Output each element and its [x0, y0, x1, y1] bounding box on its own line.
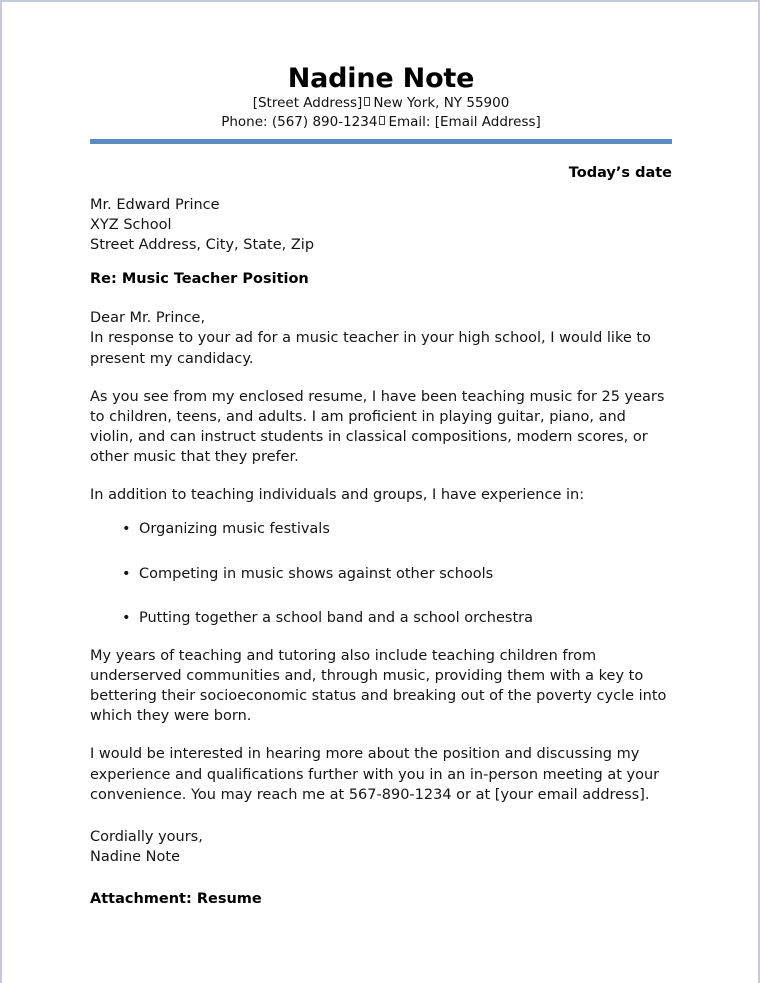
letterhead-contact-line [90, 113, 672, 132]
opening-paragraph: In response to your ad for a music teacher in your high school, I would like to present my candidacy. [90, 330, 651, 367]
letterhead-city-state-zip: New York, NY 55900 [373, 95, 510, 112]
letterhead-email: Email: [Email Address] [388, 114, 541, 131]
recipient-name: Mr. Edward Prince [90, 196, 220, 213]
body-paragraph-2: As you see from my enclosed resume, I have been teaching music for 25 years to children, teens, and adults. I am proficient in playing guitar, piano, and violin, and can instruct students in classical compositions, modern scores, or other music that they prefer. [90, 388, 665, 466]
subject-line: Re: Music Teacher Position [90, 270, 309, 287]
list-item-label: Competing in music shows against other schools [139, 565, 494, 582]
closing-signature-name: Nadine Note [90, 848, 181, 865]
closing-valediction: Cordially yours, [90, 828, 203, 845]
recipient-address-block [90, 195, 672, 255]
accent-rule-divider [90, 139, 672, 144]
attachment-note: Attachment: Resume [90, 891, 262, 908]
recipient-organization: XYZ School [90, 216, 172, 233]
separator-box-icon [379, 116, 385, 125]
experience-bullet-list [90, 519, 672, 628]
bullet-marker-icon: • [122, 565, 131, 582]
closing-block [90, 827, 672, 868]
letterhead-phone: Phone: (567) 890-1234 [221, 114, 378, 131]
list-item [90, 564, 672, 584]
letterhead-address-line [90, 94, 672, 113]
bullet-marker-icon: • [122, 609, 131, 626]
list-item-label: Organizing music festivals [139, 521, 330, 538]
letterhead [90, 2, 672, 133]
bullet-marker-icon: • [122, 521, 131, 538]
list-item [90, 608, 672, 628]
recipient-street-city-state-zip: Street Address, City, State, Zip [90, 236, 315, 253]
letterhead-street-address: [Street Address] [252, 95, 363, 112]
salutation-greeting: Dear Mr. Prince, [90, 309, 206, 326]
date-line: Today’s date [568, 164, 672, 181]
list-item [90, 519, 672, 539]
body-paragraph-4: My years of teaching and tutoring also include teaching children from underserved communities and, through music, providing them with a key to bettering their socioeconomic status and breaking out of the poverty cycle into which they were born. [90, 648, 667, 725]
body-paragraph-5: I would be interested in hearing more about the position and discussing my experience and qualifications further with you in an in-person meeting at your convenience. You may reach me at 567-890-1234 or at [your email address]. [90, 746, 660, 803]
letterhead-name: Nadine Note [287, 63, 475, 94]
separator-box-icon [364, 97, 370, 106]
body-paragraph-3-intro: In addition to teaching individuals and groups, I have experience in: [90, 487, 585, 504]
letter-sheet [90, 2, 672, 907]
list-item-label: Putting together a school band and a school orchestra [139, 609, 533, 626]
salutation-block [90, 308, 672, 369]
